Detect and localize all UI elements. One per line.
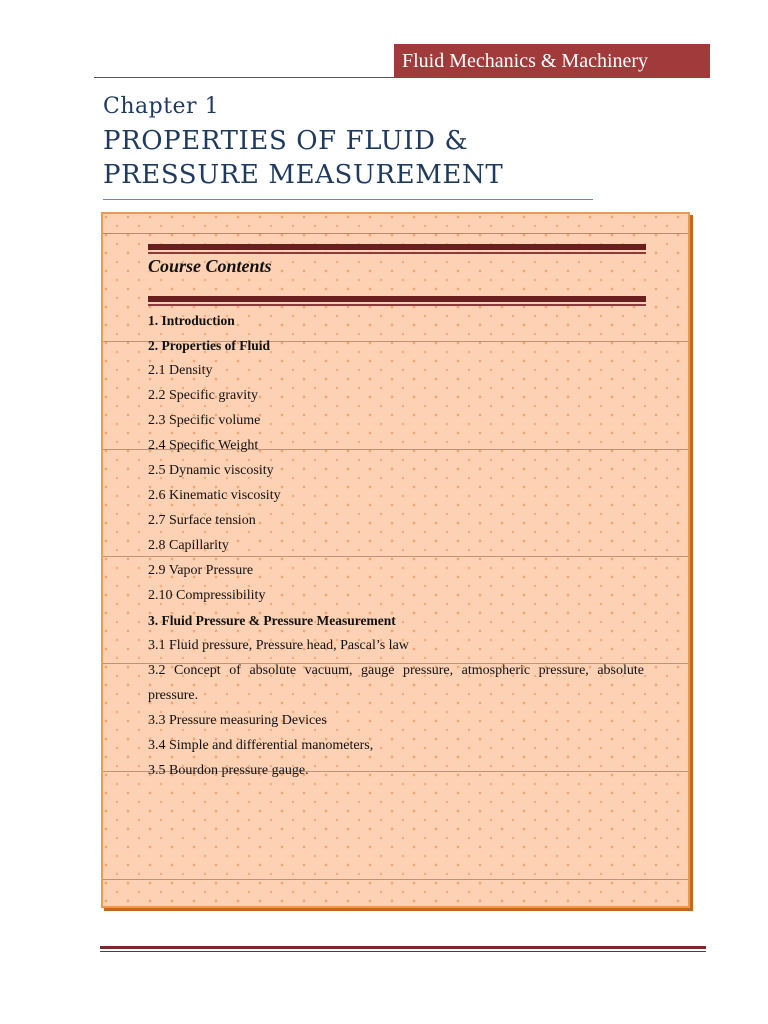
footer-rule-thin: [100, 951, 706, 952]
contents-list: [148, 308, 644, 783]
chapter-title: PROPERTIES OF FLUID & PRESSURE MEASUREMENT: [103, 126, 504, 190]
contents-item: 2.2 Specific gravity: [148, 388, 259, 403]
contents-item: 3.3 Pressure measuring Devices: [148, 713, 327, 728]
heading-top-bar-thin: [148, 252, 646, 254]
contents-item: 2.3 Specific volume: [148, 413, 261, 428]
contents-item: 3.5 Bourdon pressure gauge.: [148, 763, 309, 778]
contents-item: 2.4 Specific Weight: [148, 438, 259, 453]
book-title: Fluid Mechanics & Machinery: [402, 50, 649, 72]
footer-rule: [100, 946, 706, 949]
contents-item: 2.7 Surface tension: [148, 513, 256, 528]
contents-item: 2. Properties of Fluid: [148, 338, 270, 353]
contents-item: 2.9 Vapor Pressure: [148, 563, 254, 578]
course-contents-box: [101, 212, 690, 908]
header-rule: [94, 77, 394, 78]
book-title-banner: [394, 44, 710, 78]
box-guide-line: [103, 879, 688, 880]
contents-item: 2.1 Density: [148, 363, 213, 378]
contents-item: 1. Introduction: [148, 313, 235, 328]
chapter-label: Chapter 1: [103, 94, 220, 119]
heading-bottom-bar-thin: [148, 304, 646, 306]
box-top-line: [103, 233, 688, 234]
heading-bottom-bar: [148, 296, 646, 302]
contents-item: 2.5 Dynamic viscosity: [148, 463, 274, 478]
contents-item: 3.2 Concept of absolute vacuum, gauge pressure, atmospheric pressure, absolute pressure.: [148, 663, 644, 703]
contents-item: 2.8 Capillarity: [148, 538, 229, 553]
heading-top-bar: [148, 244, 646, 250]
contents-item: 2.6 Kinematic viscosity: [148, 488, 281, 503]
course-contents-heading: Course Contents: [148, 256, 272, 276]
contents-item: 3.4 Simple and differential manometers,: [148, 738, 374, 753]
title-underline: [103, 199, 593, 200]
contents-item: 2.10 Compressibility: [148, 588, 266, 603]
contents-item: 3. Fluid Pressure & Pressure Measurement: [148, 613, 396, 628]
contents-item: 3.1 Fluid pressure, Pressure head, Pascal’s law: [148, 638, 409, 653]
